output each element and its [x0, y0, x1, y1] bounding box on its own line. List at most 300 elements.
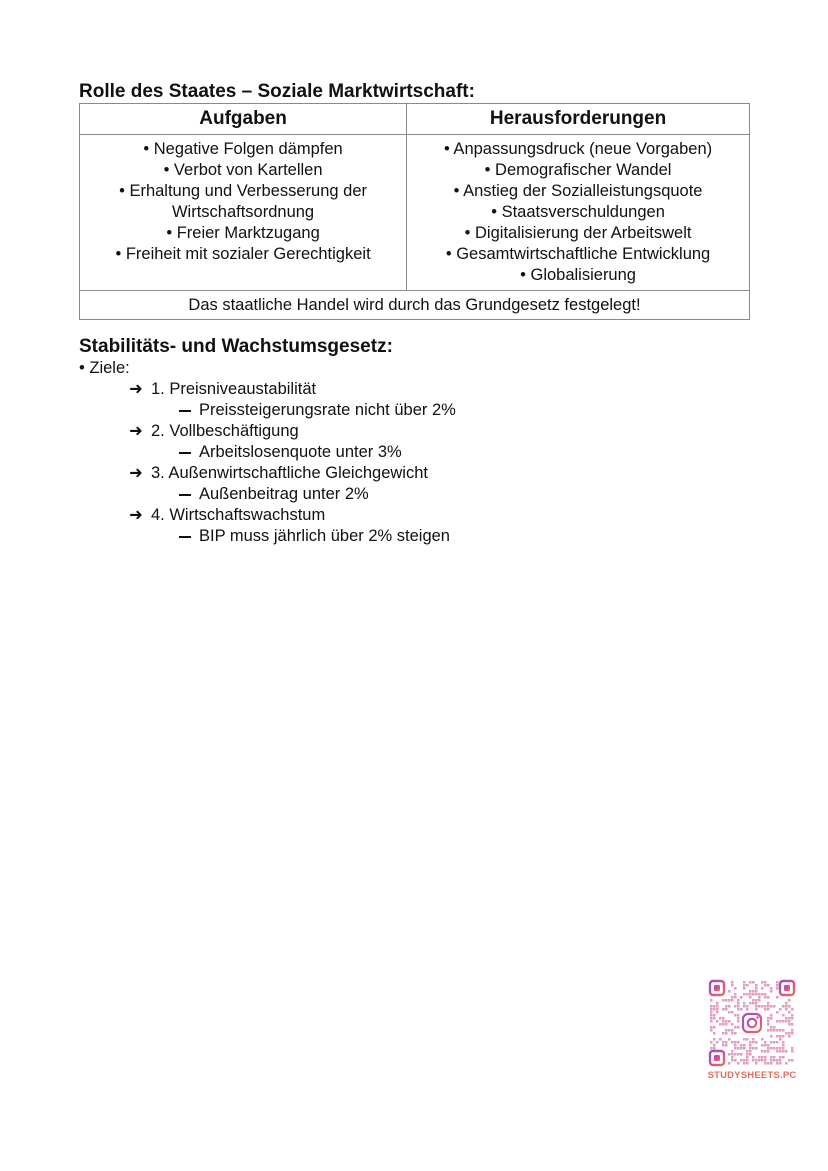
- qr-module: [749, 1044, 752, 1047]
- qr-module: [716, 1041, 719, 1044]
- goal-detail: [79, 442, 751, 463]
- qr-module: [764, 1005, 767, 1008]
- qr-module: [782, 1041, 785, 1044]
- qr-module: [737, 1002, 740, 1005]
- qr-module: [779, 1062, 782, 1065]
- goal-item: [79, 505, 751, 526]
- qr-module: [776, 984, 779, 987]
- qr-module: [779, 1029, 782, 1032]
- qr-module: [776, 1062, 779, 1065]
- qr-module: [770, 987, 773, 990]
- qr-module: [776, 1041, 779, 1044]
- qr-module: [752, 1041, 755, 1044]
- qr-module: [767, 1047, 770, 1050]
- qr-module: [746, 1038, 749, 1041]
- qr-module: [776, 1047, 779, 1050]
- qr-module: [770, 1005, 773, 1008]
- aufgaben-item: • Freier Marktzugang: [166, 224, 320, 242]
- qr-module: [770, 1029, 773, 1032]
- herausforderungen-item: • Globalisierung: [520, 266, 636, 284]
- qr-module: [767, 1062, 770, 1065]
- qr-module: [791, 1032, 794, 1035]
- qr-module: [764, 1041, 767, 1044]
- qr-module: [785, 1062, 788, 1065]
- qr-module: [779, 1047, 782, 1050]
- qr-module: [746, 1005, 749, 1008]
- qr-module: [767, 1020, 770, 1023]
- qr-module: [716, 1005, 719, 1008]
- qr-module: [779, 1008, 782, 1011]
- qr-module: [728, 1038, 731, 1041]
- qr-module: [785, 1017, 788, 1020]
- qr-module: [725, 1041, 728, 1044]
- qr-module: [776, 996, 779, 999]
- qr-module: [764, 996, 767, 999]
- qr-module: [728, 1020, 731, 1023]
- qr-module: [776, 1029, 779, 1032]
- qr-module: [710, 1047, 713, 1050]
- qr-module: [755, 1005, 758, 1008]
- instagram-qr-code-icon: [708, 979, 796, 1067]
- qr-module: [737, 1014, 740, 1017]
- qr-module: [773, 1041, 776, 1044]
- qr-module: [764, 1050, 767, 1053]
- qr-module: [767, 984, 770, 987]
- qr-module: [716, 1002, 719, 1005]
- qr-module: [746, 1008, 749, 1011]
- qr-module: [782, 1014, 785, 1017]
- qr-module: [731, 1041, 734, 1044]
- qr-module: [743, 1002, 746, 1005]
- qr-module: [761, 1050, 764, 1053]
- qr-module: [734, 987, 737, 990]
- qr-module: [782, 1020, 785, 1023]
- qr-module: [737, 1017, 740, 1020]
- qr-module: [779, 1056, 782, 1059]
- qr-module: [788, 1035, 791, 1038]
- qr-module: [731, 981, 734, 984]
- qr-module: [785, 1050, 788, 1053]
- qr-module: [734, 996, 737, 999]
- arrow-right-icon: ➜: [129, 380, 143, 398]
- qr-module: [776, 987, 779, 990]
- qr-module: [722, 1032, 725, 1035]
- qr-module: [758, 1005, 761, 1008]
- qr-module: [725, 1023, 728, 1026]
- qr-module: [734, 1059, 737, 1062]
- qr-module: [716, 1011, 719, 1014]
- qr-module: [785, 1008, 788, 1011]
- qr-module: [770, 1014, 773, 1017]
- qr-module: [755, 1059, 758, 1062]
- arrow-right-icon: ➜: [129, 506, 143, 524]
- goal-detail: [79, 484, 751, 505]
- qr-module: [731, 1023, 734, 1026]
- qr-module: [722, 1044, 725, 1047]
- watermark: [706, 979, 798, 1081]
- qr-module: [722, 1041, 725, 1044]
- qr-module: [710, 1041, 713, 1044]
- ziele-intro: • Ziele:: [79, 359, 130, 377]
- qr-module: [782, 1047, 785, 1050]
- qr-module: [776, 1059, 779, 1062]
- qr-module: [788, 999, 791, 1002]
- qr-module: [737, 1047, 740, 1050]
- section-title-stabilitaetsgesetz: Stabilitäts- und Wachstumsgesetz:: [79, 336, 393, 357]
- qr-module: [737, 1062, 740, 1065]
- qr-module: [749, 993, 752, 996]
- qr-module: [737, 1008, 740, 1011]
- qr-module: [752, 1059, 755, 1062]
- qr-module: [734, 1053, 737, 1056]
- qr-module: [788, 1011, 791, 1014]
- qr-module: [725, 1008, 728, 1011]
- qr-module: [761, 993, 764, 996]
- qr-module: [791, 1050, 794, 1053]
- goal-label: 2. Vollbeschäftigung: [151, 422, 299, 440]
- qr-module: [755, 993, 758, 996]
- qr-module: [710, 1005, 713, 1008]
- herausforderungen-item: • Demografischer Wandel: [484, 161, 672, 179]
- column-header-herausforderungen: Herausforderungen: [407, 104, 750, 135]
- qr-module: [719, 1038, 722, 1041]
- qr-module: [731, 1032, 734, 1035]
- qr-module: [755, 990, 758, 993]
- qr-module: [743, 984, 746, 987]
- qr-module: [791, 1059, 794, 1062]
- qr-module: [752, 990, 755, 993]
- qr-module: [749, 1041, 752, 1044]
- qr-module: [791, 1047, 794, 1050]
- qr-module: [725, 999, 728, 1002]
- aufgaben-item: Wirtschaftsordnung: [171, 203, 315, 221]
- qr-module: [758, 1056, 761, 1059]
- qr-module: [746, 1053, 749, 1056]
- qr-module: [728, 1011, 731, 1014]
- qr-module: [770, 1059, 773, 1062]
- qr-module: [728, 1062, 731, 1065]
- qr-module: [713, 1044, 716, 1047]
- qr-module: [770, 1062, 773, 1065]
- qr-module: [767, 1029, 770, 1032]
- qr-module: [737, 1041, 740, 1044]
- qr-module: [740, 1047, 743, 1050]
- qr-module: [788, 1005, 791, 1008]
- qr-module: [725, 1044, 728, 1047]
- qr-module: [791, 1017, 794, 1020]
- qr-module: [767, 996, 770, 999]
- aufgaben-item: • Negative Folgen dämpfen: [143, 140, 343, 158]
- qr-module: [722, 999, 725, 1002]
- qr-module: [752, 1002, 755, 1005]
- qr-module: [761, 981, 764, 984]
- column-header-aufgaben: Aufgaben: [80, 104, 407, 135]
- qr-module: [722, 1020, 725, 1023]
- qr-module: [776, 981, 779, 984]
- qr-module: [737, 1026, 740, 1029]
- qr-module: [746, 984, 749, 987]
- qr-module: [764, 1044, 767, 1047]
- goal-label: 1. Preisniveaustabilität: [151, 380, 317, 398]
- qr-module: [761, 1056, 764, 1059]
- arrow-right-icon: ➜: [129, 422, 143, 440]
- qr-module: [770, 1041, 773, 1044]
- qr-module: [767, 1044, 770, 1047]
- document-page: [79, 80, 751, 547]
- qr-module: [755, 1002, 758, 1005]
- qr-module: [755, 1008, 758, 1011]
- herausforderungen-cell: [407, 135, 750, 291]
- qr-module: [788, 1032, 791, 1035]
- dash-icon: [179, 536, 191, 538]
- qr-module: [743, 1047, 746, 1050]
- qr-module: [782, 1005, 785, 1008]
- qr-module: [761, 1044, 764, 1047]
- qr-module: [734, 1044, 737, 1047]
- qr-module: [725, 1020, 728, 1023]
- qr-module: [710, 1026, 713, 1029]
- qr-module: [737, 1005, 740, 1008]
- qr-module: [782, 1056, 785, 1059]
- qr-module: [710, 1011, 713, 1014]
- qr-module: [755, 1047, 758, 1050]
- qr-module: [776, 1020, 779, 1023]
- qr-module: [722, 1017, 725, 1020]
- qr-module: [770, 1017, 773, 1020]
- qr-module: [761, 987, 764, 990]
- qr-module: [740, 1044, 743, 1047]
- qr-module: [767, 1050, 770, 1053]
- aufgaben-item: • Erhaltung und Verbesserung der: [119, 182, 368, 200]
- qr-module: [791, 1008, 794, 1011]
- qr-module: [785, 1005, 788, 1008]
- qr-module: [773, 1005, 776, 1008]
- qr-module: [782, 1029, 785, 1032]
- qr-module: [767, 1008, 770, 1011]
- herausforderungen-item: • Gesamtwirtschaftliche Entwicklung: [445, 245, 711, 263]
- qr-module: [764, 1056, 767, 1059]
- qr-module: [710, 1029, 713, 1032]
- qr-module: [713, 1005, 716, 1008]
- qr-module: [734, 1014, 737, 1017]
- qr-module: [752, 1056, 755, 1059]
- qr-module: [746, 1050, 749, 1053]
- qr-module: [749, 990, 752, 993]
- qr-module: [758, 993, 761, 996]
- qr-module: [752, 1047, 755, 1050]
- dash-icon: [179, 494, 191, 496]
- dash-icon: [179, 410, 191, 412]
- qr-module: [713, 1008, 716, 1011]
- qr-module: [716, 1020, 719, 1023]
- qr-module: [782, 1035, 785, 1038]
- qr-module: [737, 1053, 740, 1056]
- qr-module: [713, 1032, 716, 1035]
- qr-module: [728, 1029, 731, 1032]
- qr-module: [791, 1029, 794, 1032]
- qr-module: [749, 996, 752, 999]
- qr-module: [767, 1002, 770, 1005]
- ziele-list: [79, 358, 751, 547]
- qr-module: [713, 1017, 716, 1020]
- qr-module: [770, 1026, 773, 1029]
- qr-module: [788, 1023, 791, 1026]
- qr-module: [782, 1050, 785, 1053]
- table-footer-note: Das staatliche Handel wird durch das Grundgesetz festgelegt!: [80, 291, 750, 320]
- qr-module: [734, 1005, 737, 1008]
- qr-module: [761, 1059, 764, 1062]
- qr-module: [770, 1056, 773, 1059]
- qr-module: [746, 993, 749, 996]
- qr-module: [734, 1026, 737, 1029]
- qr-module: [710, 1008, 713, 1011]
- arrow-right-icon: ➜: [129, 464, 143, 482]
- qr-module: [722, 1023, 725, 1026]
- qr-module: [776, 1050, 779, 1053]
- qr-module: [737, 1020, 740, 1023]
- qr-module: [710, 999, 713, 1002]
- qr-module: [767, 1023, 770, 1026]
- qr-module: [749, 1053, 752, 1056]
- qr-module: [749, 1002, 752, 1005]
- qr-module: [728, 999, 731, 1002]
- goal-item: [79, 379, 751, 400]
- goal-detail-text: Arbeitslosenquote unter 3%: [199, 443, 402, 461]
- qr-module: [710, 1017, 713, 1020]
- qr-module: [743, 987, 746, 990]
- qr-module: [773, 1059, 776, 1062]
- qr-module: [779, 1050, 782, 1053]
- qr-module: [731, 1029, 734, 1032]
- qr-module: [743, 1059, 746, 1062]
- rolle-des-staates-table: [79, 103, 750, 320]
- qr-module: [776, 1011, 779, 1014]
- qr-module: [743, 1038, 746, 1041]
- qr-module: [743, 1005, 746, 1008]
- qr-module: [761, 1005, 764, 1008]
- qr-module: [740, 996, 743, 999]
- qr-module: [713, 1026, 716, 1029]
- qr-module: [743, 981, 746, 984]
- qr-module: [731, 1059, 734, 1062]
- qr-module: [779, 1020, 782, 1023]
- qr-module: [713, 1014, 716, 1017]
- qr-module: [728, 990, 731, 993]
- qr-module: [779, 1038, 782, 1041]
- qr-module: [725, 1005, 728, 1008]
- goal-detail: [79, 400, 751, 421]
- qr-module: [713, 1038, 716, 1041]
- qr-module: [743, 1044, 746, 1047]
- qr-module: [770, 1035, 773, 1038]
- aufgaben-cell: [80, 135, 407, 291]
- qr-module: [725, 1032, 728, 1035]
- qr-module: [788, 1059, 791, 1062]
- watermark-label: STUDYSHEETS.PC: [707, 1070, 797, 1081]
- qr-module: [713, 1047, 716, 1050]
- qr-module: [755, 1041, 758, 1044]
- qr-module: [719, 1017, 722, 1020]
- qr-module: [740, 1053, 743, 1056]
- qr-module: [755, 984, 758, 987]
- aufgaben-item: • Freiheit mit sozialer Gerechtigkeit: [115, 245, 371, 263]
- qr-module: [785, 1020, 788, 1023]
- qr-module: [758, 996, 761, 999]
- qr-module: [746, 1059, 749, 1062]
- qr-module: [755, 1062, 758, 1065]
- herausforderungen-item: • Anpassungsdruck (neue Vorgaben): [443, 140, 713, 158]
- qr-module: [761, 1038, 764, 1041]
- qr-module: [764, 981, 767, 984]
- qr-module: [716, 1008, 719, 1011]
- qr-module: [743, 1062, 746, 1065]
- qr-module: [725, 1029, 728, 1032]
- qr-module: [773, 1026, 776, 1029]
- qr-module: [770, 1047, 773, 1050]
- qr-module: [731, 1050, 734, 1053]
- goal-item: [79, 421, 751, 442]
- qr-module: [767, 1005, 770, 1008]
- qr-module: [752, 981, 755, 984]
- qr-module: [734, 993, 737, 996]
- qr-module: [749, 1050, 752, 1053]
- goal-detail-text: Außenbeitrag unter 2%: [199, 485, 369, 503]
- qr-module: [731, 999, 734, 1002]
- herausforderungen-item: • Staatsverschuldungen: [491, 203, 665, 221]
- qr-module: [743, 993, 746, 996]
- qr-module: [734, 1041, 737, 1044]
- qr-module: [755, 987, 758, 990]
- qr-module: [749, 1047, 752, 1050]
- qr-module: [710, 1020, 713, 1023]
- goal-detail-text: BIP muss jährlich über 2% steigen: [199, 527, 450, 545]
- aufgaben-item: • Verbot von Kartellen: [163, 161, 323, 179]
- qr-module: [785, 1002, 788, 1005]
- qr-module: [785, 1032, 788, 1035]
- qr-module: [773, 1047, 776, 1050]
- qr-module: [722, 1008, 725, 1011]
- qr-module: [776, 1035, 779, 1038]
- qr-module: [734, 1047, 737, 1050]
- qr-module: [779, 1059, 782, 1062]
- qr-module: [791, 1023, 794, 1026]
- herausforderungen-item: • Anstieg der Sozialleistungsquote: [453, 182, 703, 200]
- goal-label: 4. Wirtschaftswachstum: [151, 506, 326, 524]
- qr-module: [731, 1056, 734, 1059]
- qr-module: [773, 1056, 776, 1059]
- goal-label: 3. Außenwirtschaftliche Gleichgewicht: [151, 464, 428, 482]
- qr-module: [740, 1008, 743, 1011]
- qr-module: [728, 1053, 731, 1056]
- qr-module: [779, 1035, 782, 1038]
- qr-module: [731, 1053, 734, 1056]
- qr-module: [764, 993, 767, 996]
- dash-icon: [179, 452, 191, 454]
- qr-module: [767, 1017, 770, 1020]
- qr-module: [758, 1059, 761, 1062]
- qr-module: [788, 1020, 791, 1023]
- goal-item: [79, 463, 751, 484]
- qr-module: [758, 999, 761, 1002]
- qr-module: [764, 984, 767, 987]
- qr-module: [719, 1023, 722, 1026]
- section-title-rolle-des-staates: Rolle des Staates – Soziale Marktwirtschaft:: [79, 81, 475, 102]
- qr-module: [746, 1056, 749, 1059]
- qr-module: [770, 990, 773, 993]
- qr-module: [752, 1038, 755, 1041]
- qr-module: [755, 999, 758, 1002]
- qr-module: [791, 1014, 794, 1017]
